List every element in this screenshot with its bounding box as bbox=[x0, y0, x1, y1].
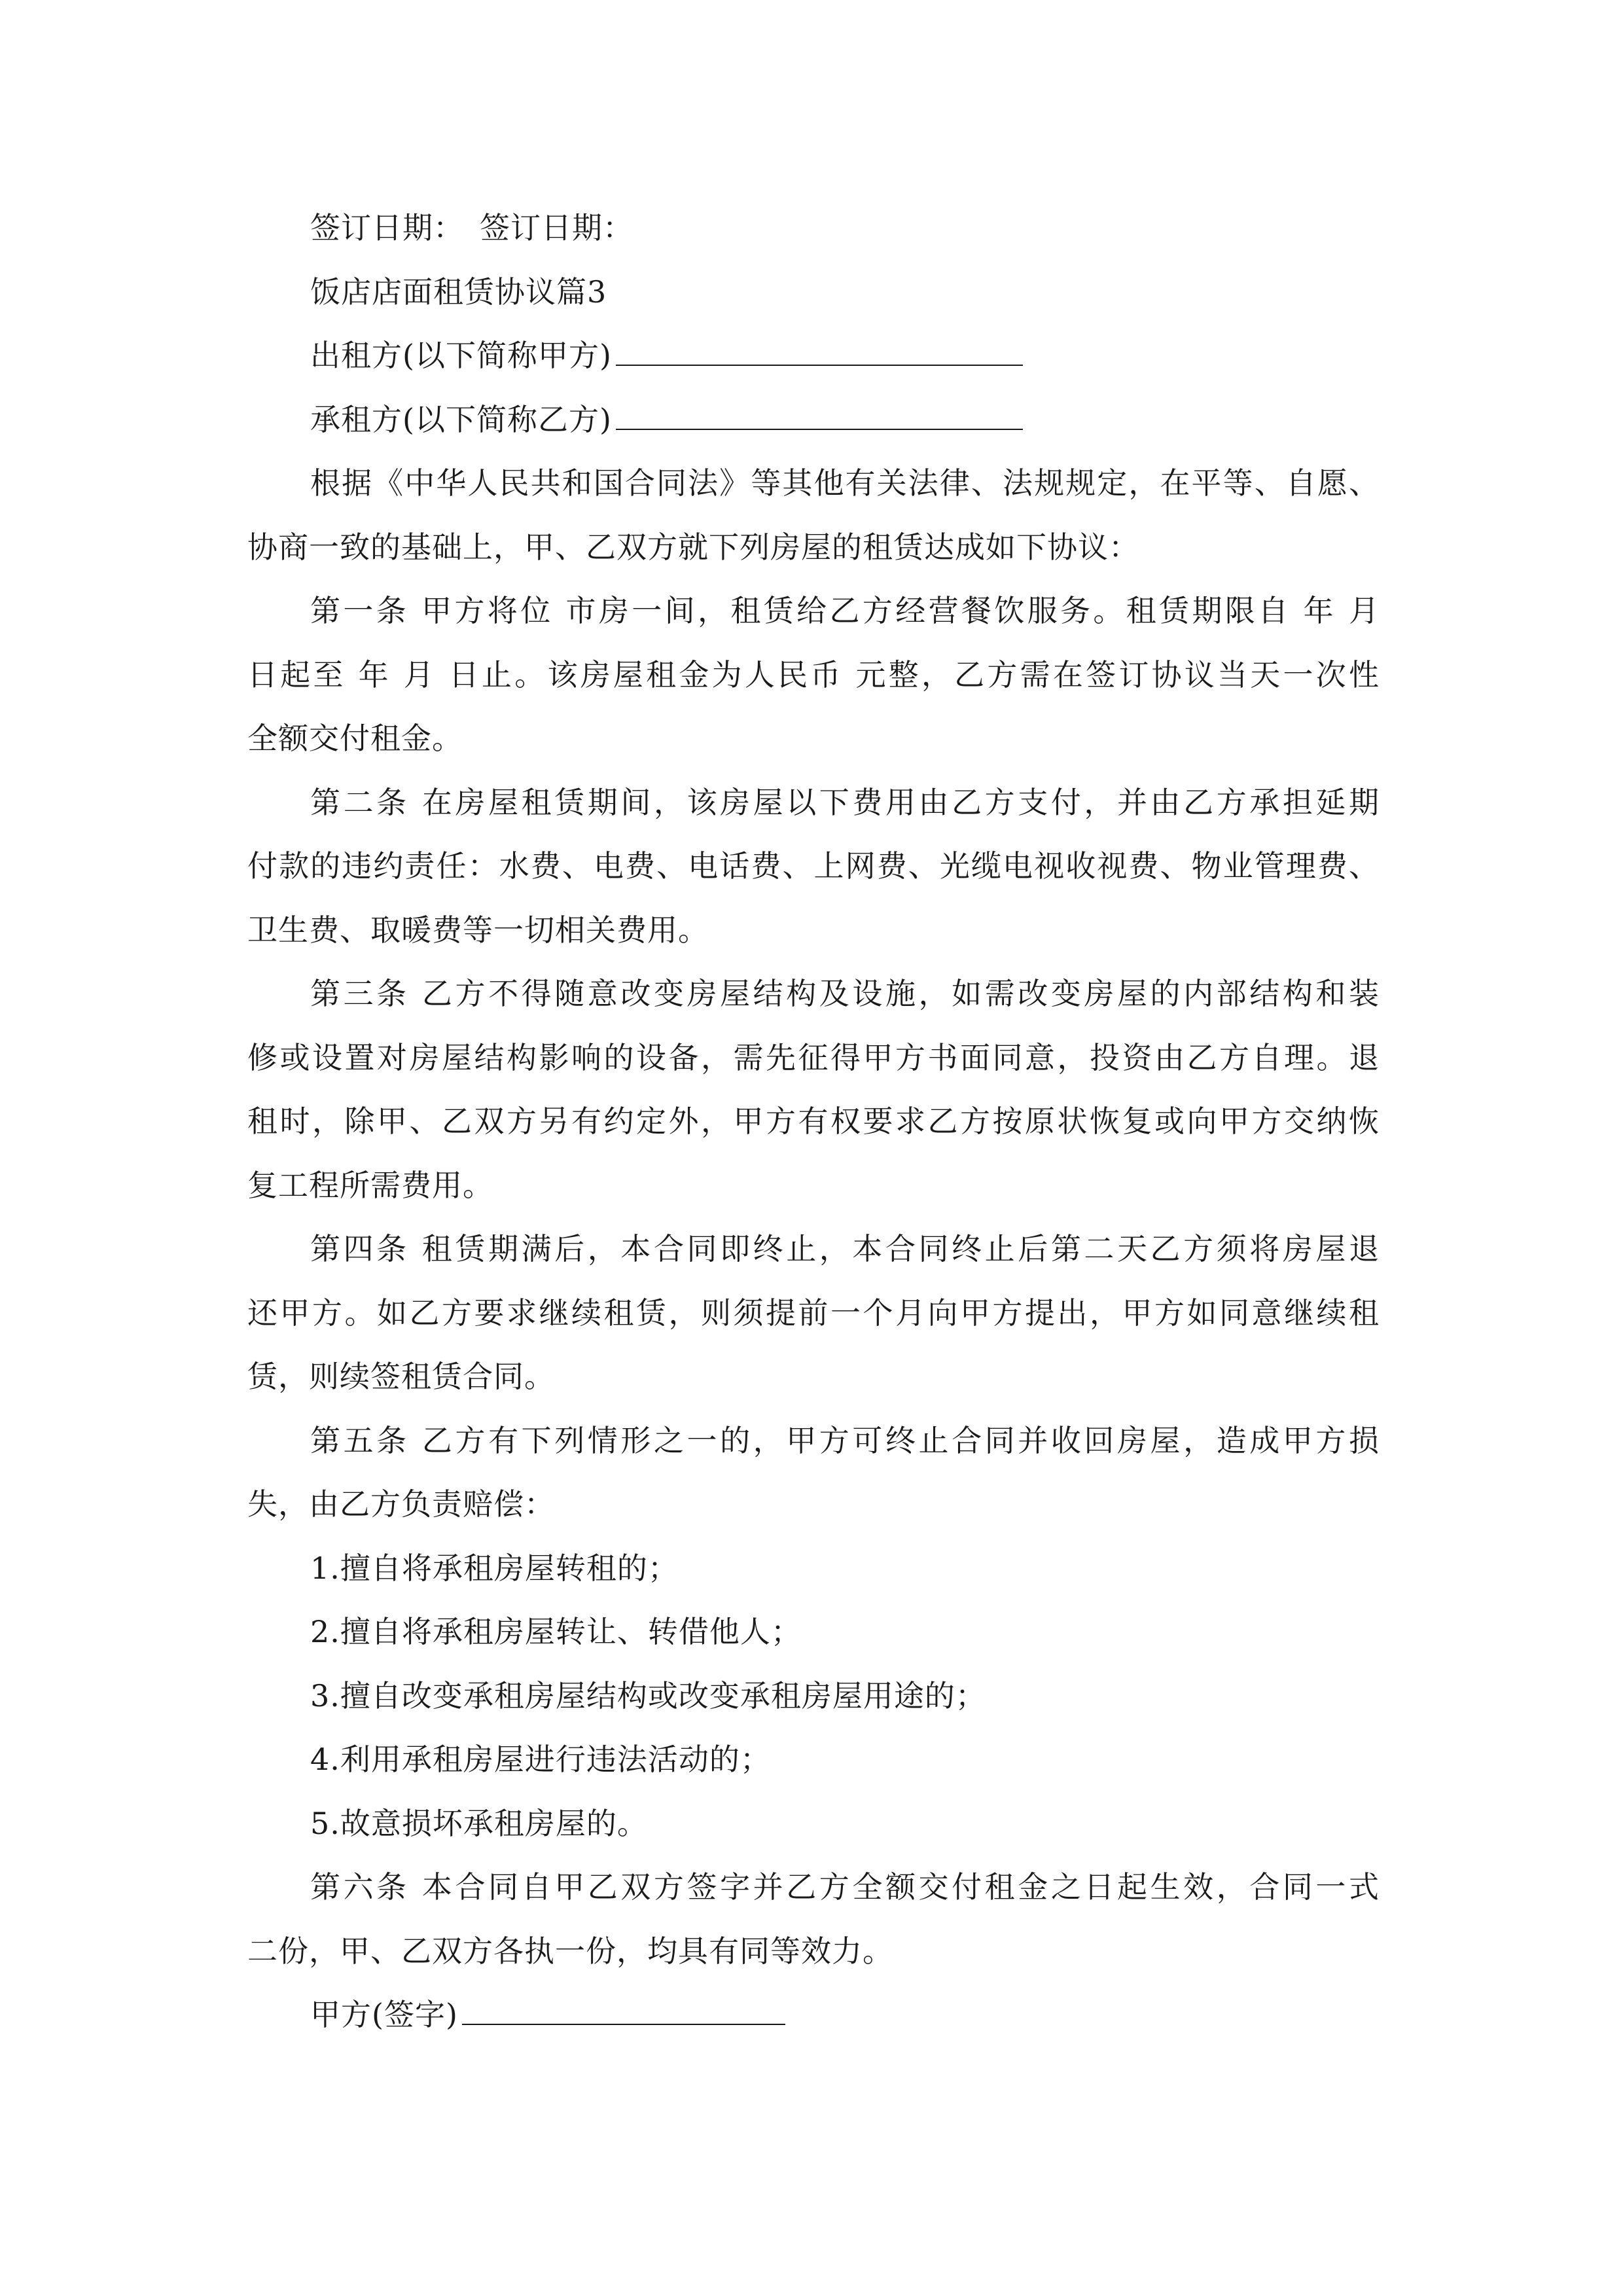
article-5-list bbox=[247, 1537, 1380, 1856]
article-4 bbox=[247, 1217, 1380, 1409]
paragraph-line: 第四条 租赁期满后，本合同即终止，本合同终止后第二天乙方须将房屋退 bbox=[310, 1231, 1380, 1266]
paragraph-line: 根据《中华人民共和国合同法》等其他有关法律、法规规定，在平等、自愿、 bbox=[310, 465, 1380, 501]
paragraph-line: 第二条 在房屋租赁期间，该房屋以下费用由乙方支付，并由乙方承担延期 bbox=[310, 784, 1380, 820]
paragraph-line: 付款的违约责任：水费、电费、电话费、上网费、光缆电视收视费、物业管理费、 bbox=[247, 848, 1380, 884]
lessor-blank bbox=[616, 331, 1023, 366]
party-a-signature-line bbox=[247, 1983, 1380, 2047]
intro-paragraph bbox=[247, 452, 1380, 579]
paragraph-line: 赁，则续签租赁合同。 bbox=[247, 1359, 555, 1394]
paragraph-line: 日起至 年 月 日止。该房屋租金为人民币 元整，乙方需在签订协议当天一次性 bbox=[247, 656, 1380, 692]
paragraph-line: 复工程所需费用。 bbox=[247, 1167, 493, 1203]
list-item: 1.擅自将承租房屋转租的； bbox=[310, 1550, 679, 1586]
section-title: 饭店店面租赁协议篇3 bbox=[310, 274, 607, 310]
list-item: 5.故意损坏承租房屋的。 bbox=[310, 1805, 648, 1841]
article-1 bbox=[247, 579, 1380, 771]
paragraph-line: 协商一致的基础上，甲、乙双方就下列房屋的租赁达成如下协议： bbox=[247, 529, 1139, 565]
paragraph-line: 租时，除甲、乙双方另有约定外，甲方有权要求乙方按原状恢复或向甲方交纳恢 bbox=[247, 1103, 1380, 1139]
lessor-label: 出租方(以下简称甲方) bbox=[310, 338, 612, 373]
paragraph-line: 第三条 乙方不得随意改变房屋结构及设施，如需改变房屋的内部结构和装 bbox=[310, 976, 1380, 1011]
paragraph-line: 二份，甲、乙双方各执一份，均具有同等效力。 bbox=[247, 1933, 893, 1969]
party-a-sign-label: 甲方(签字) bbox=[310, 1997, 458, 2032]
article-6 bbox=[247, 1856, 1380, 1983]
article-5 bbox=[247, 1409, 1380, 1537]
paragraph-line: 修或设置对房屋结构影响的设备，需先征得甲方书面同意，投资由乙方自理。退 bbox=[247, 1039, 1380, 1075]
article-3 bbox=[247, 962, 1380, 1217]
paragraph-line: 卫生费、取暖费等一切相关费用。 bbox=[247, 912, 709, 948]
sign-date-line: 签订日期： 签订日期： bbox=[310, 210, 633, 245]
list-item: 4.利用承租房屋进行违法活动的； bbox=[310, 1742, 771, 1777]
article-2 bbox=[247, 771, 1380, 963]
paragraph-line: 还甲方。如乙方要求继续租赁，则须提前一个月向甲方提出，甲方如同意继续租 bbox=[247, 1295, 1380, 1331]
paragraph-line: 第五条 乙方有下列情形之一的，甲方可终止合同并收回房屋，造成甲方损 bbox=[310, 1422, 1380, 1458]
lessee-blank bbox=[616, 395, 1023, 430]
paragraph-line: 失，由乙方负责赔偿： bbox=[247, 1486, 555, 1522]
lessee-label: 承租方(以下简称乙方) bbox=[310, 401, 612, 437]
lessee-line bbox=[247, 388, 1380, 452]
document-body bbox=[247, 196, 1380, 2047]
lessor-line bbox=[247, 324, 1380, 388]
party-a-sign-blank bbox=[462, 1990, 785, 2025]
paragraph-line: 第六条 本合同自甲乙双方签字并乙方全额交付租金之日起生效，合同一式 bbox=[310, 1869, 1380, 1905]
list-item: 2.擅自将承租房屋转让、转借他人； bbox=[310, 1614, 802, 1649]
paragraph-line: 第一条 甲方将位 市房一间，租赁给乙方经营餐饮服务。租赁期限自 年 月 bbox=[310, 593, 1380, 628]
paragraph-line: 全额交付租金。 bbox=[247, 721, 463, 756]
list-item: 3.擅自改变承租房屋结构或改变承租房屋用途的； bbox=[310, 1677, 986, 1713]
